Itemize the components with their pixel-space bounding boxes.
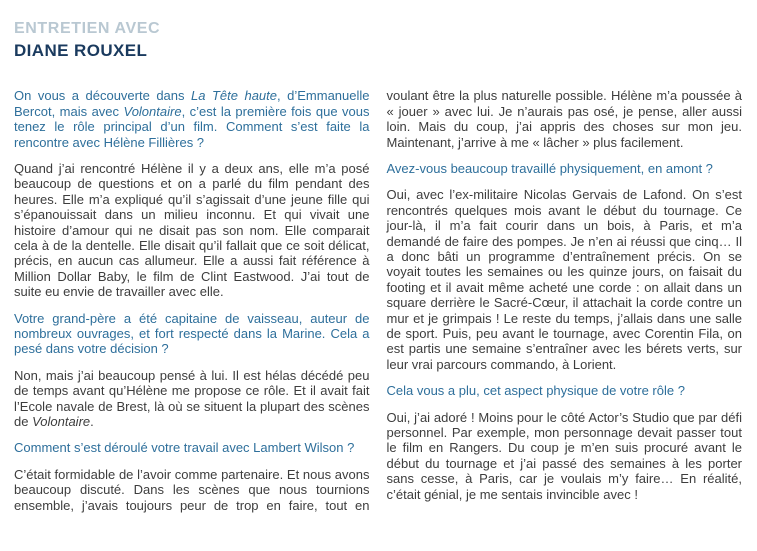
question-text: , d’Emmanuelle Bercot, mais avec xyxy=(14,88,370,119)
interview-question xyxy=(14,311,370,357)
film-title: Volontaire xyxy=(123,103,182,119)
question-text: , c’est la première fois que vous tenez le rôle principal d’un film. Comment s’est faite la rencontre avec Hélène Fillières ? xyxy=(14,103,370,150)
right-column xyxy=(387,88,743,524)
interview-question xyxy=(14,88,370,150)
interview-answer xyxy=(14,161,370,300)
two-column-body xyxy=(14,88,742,524)
answer-text: Quand j’ai rencontré Hélène il y a deux ans, elle m’a posé beaucoup de questions et on a parlé du film pendant des heures. Elle m’a expliqué qu’il s’agissait d’une jeune fille qui s’épanouissait dans un milieu inconnu. Et qui vivait une histoire d’amour qui ne disait pas son nom. Elle comparait cela à de la dentelle. Elle disait qu’il fallait que ce soit délicat, précis, en aucun cas allumeur. Elle a aussi fait référence à Million Dollar Baby, le film de Clint Eastwood. J’ai tout de suite eu envie de travailler avec elle. xyxy=(14,160,370,300)
answer-text: . xyxy=(90,414,94,429)
question-text: On vous a découverte dans xyxy=(14,88,192,104)
interview-question xyxy=(387,383,743,398)
answer-text: C’était formidable de l’avoir comme partenaire. Et nous avons beaucoup discuté. Dans les scènes que nous tournions ensemble, j’avais toujours peur de trop en faire, tout en xyxy=(14,466,370,513)
interview-answer xyxy=(387,187,743,372)
header xyxy=(14,20,742,60)
page-title: DIANE ROUXEL xyxy=(14,40,148,60)
question-text: Avez-vous beaucoup travaillé physiquement, en amont ? xyxy=(386,160,713,176)
interview-question xyxy=(387,161,743,176)
answer-text: Oui, avec l’ex-militaire Nicolas Gervais de Lafond. On s’est rencontrés quelques mois avant le début du tournage. Ce jour-là, il m’a fait courir dans un bois, à Paris, et m’a demandé de faire des pompes. Je n’en ai réussi que cinq… Il a donc bâti un programme d’entraînement précis. On se voyait toutes les semaines ou les quinze jours, on faisait du footing et il avait même acheté une corde : on allait dans un square derrière le Sacré-Cœur, il attachait la corde contre un mur et je grimpais ! Le reste du temps, j’allais dans une salle de sport. Puis, peu avant le tournage, avec Corentin Fila, on est partis une semaine s’entraîner avec les bérets verts, sur leur vrai parcours commando, à Lorient. xyxy=(386,187,742,372)
question-text: Votre grand-père a été capitaine de vaisseau, auteur de nombreux ouvrages, et fort respecté dans la Marine. Cela a pesé dans votre décision ? xyxy=(14,310,370,357)
interview-kicker: ENTRETIEN AVEC xyxy=(14,20,161,37)
answer-text: voulant être la plus naturelle possible. Hélène m’a poussée à « jouer » avec lui. Je n’aurais pas osé, je pense, aller aussi loin. Mais du coup, j’ai appris des choses sur mon jeu. Maintenant, j’arrive à me « lâcher » plus facilement. xyxy=(386,88,742,150)
film-title: La Tête haute xyxy=(191,88,278,104)
answer-text: Non, mais j’ai beaucoup pensé à lui. Il est hélas décédé peu de temps avant qu’Hélène me propose ce rôle. Et il avait fait l’Ecole navale de Brest, là où se situent la plupart des scènes de xyxy=(14,367,370,429)
interview-question xyxy=(14,440,370,455)
interview-answer xyxy=(14,368,370,430)
interview-answer-continued xyxy=(387,88,743,150)
film-title: Volontaire xyxy=(32,414,91,429)
interview-answer xyxy=(387,410,743,502)
answer-text: Oui, j’ai adoré ! Moins pour le côté Actor’s Studio que par défi personnel. Par exemple, mon personnage devait passer tout le film en Rangers. Du coup je m’en suis procuré avant le début du tournage et j’ai passé des semaines à les porter sans cesse, à Paris, car je voulais m’y faire… En réalité, c’était génial, je me sentais invincible avec ! xyxy=(386,409,742,502)
question-text: Comment s’est déroulé votre travail avec Lambert Wilson ? xyxy=(14,440,355,456)
question-text: Cela vous a plu, cet aspect physique de votre rôle ? xyxy=(386,383,685,399)
interview-answer xyxy=(14,467,370,513)
left-column xyxy=(14,88,370,524)
